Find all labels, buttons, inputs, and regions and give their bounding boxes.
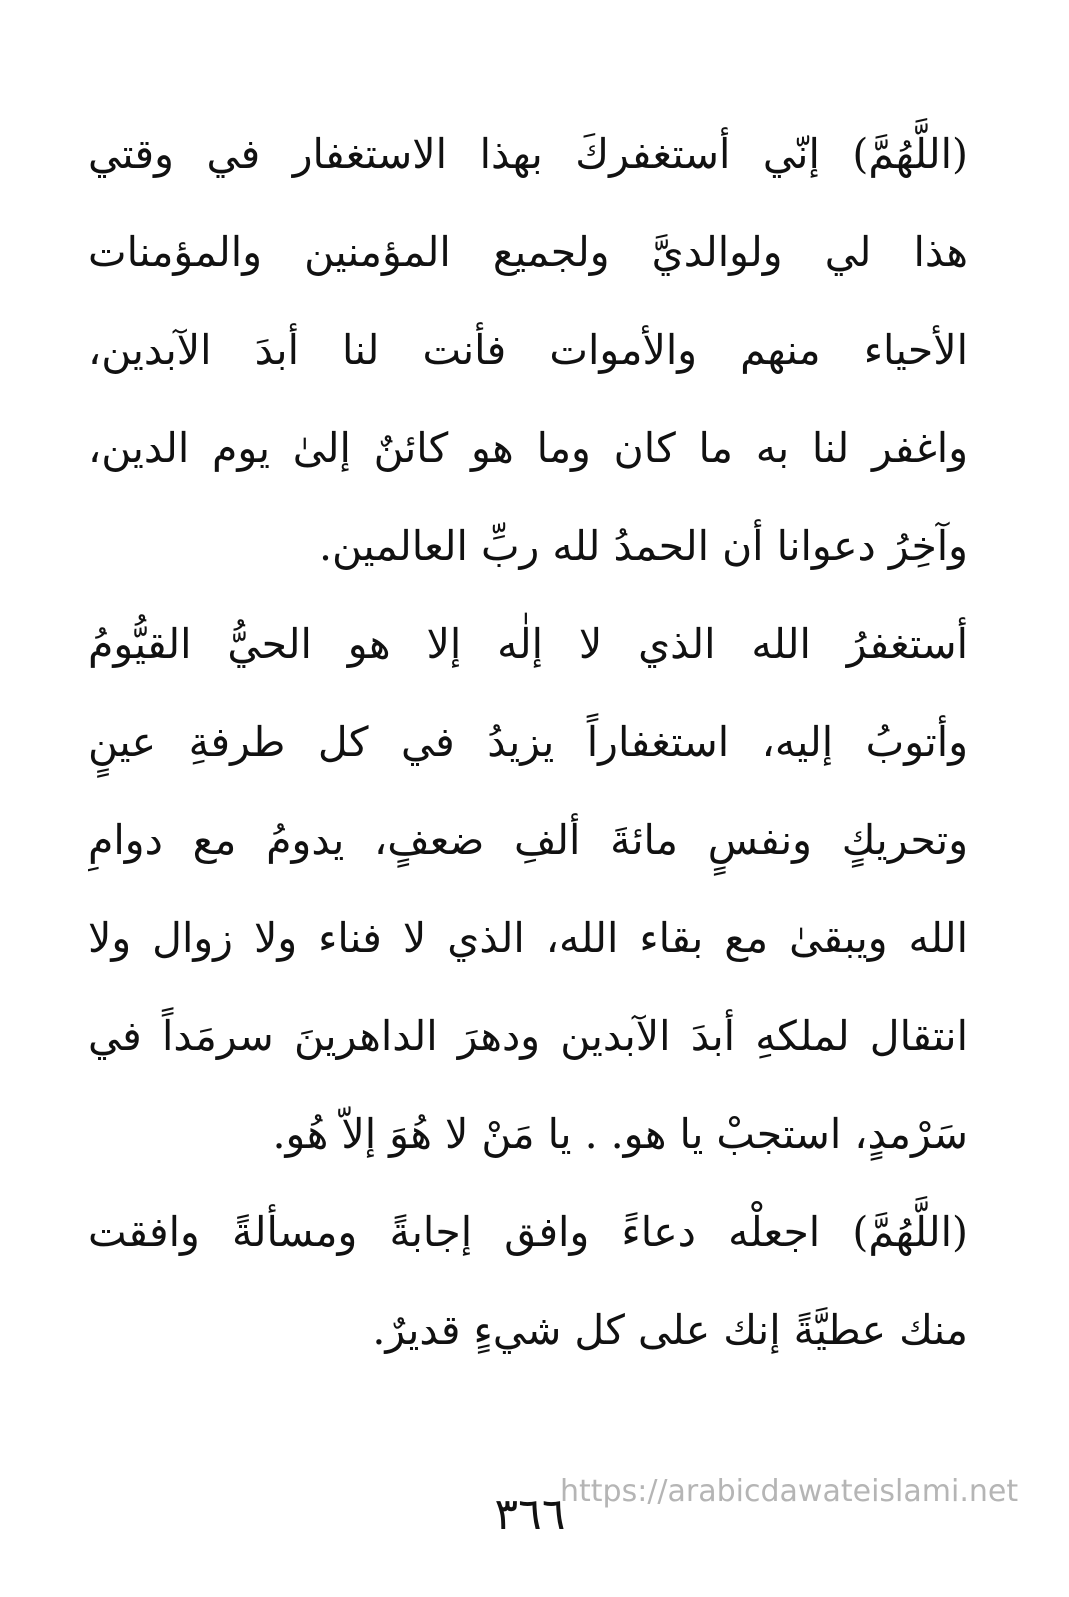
text-line: سَرْمدٍ، استجبْ يا هو. . يا مَنْ لا هُوَ إلاّ هُو.: [272, 1110, 968, 1158]
text-line: (اللَّهُمَّ) إنّي أستغفركَ بهذا الاستغفار في وقتي: [88, 130, 968, 178]
text-line: منك عطيَّةً إنك على كل شيءٍ قديرٌ.: [372, 1306, 968, 1354]
text-line: الله ويبقىٰ مع بقاء الله، الذي لا فناء ولا زوال ولا: [88, 914, 968, 962]
text-line: انتقال لملكهِ أبدَ الآبدين ودهرَ الداهرينَ سرمَداً في: [88, 1012, 968, 1060]
watermark-url: https://arabicdawateislami.net: [560, 1474, 1019, 1509]
paragraph-3: [88, 1183, 968, 1379]
text-line: واغفر لنا به ما كان وما هو كائنٌ إلىٰ يوم الدين،: [88, 424, 968, 472]
text-line: وتحريكٍ ونفسٍ مائةَ ألفِ ضعفٍ، يدومُ مع دوامِ: [88, 816, 968, 864]
text-line: الأحياء منهم والأموات فأنت لنا أبدَ الآبدين،: [88, 326, 968, 374]
text-line: وآخِرُ دعوانا أن الحمدُ لله ربِّ العالمين.: [318, 522, 968, 570]
paragraph-1: [88, 105, 968, 595]
text-line: وأتوبُ إليه، استغفاراً يزيدُ في كل طرفةِ عينٍ: [88, 718, 968, 766]
page-number: ٣٦٦: [494, 1489, 566, 1540]
text-line: هذا لي ولوالديَّ ولجميع المؤمنين والمؤمنات: [88, 228, 968, 276]
text-line: أستغفرُ الله الذي لا إلٰه إلا هو الحيُّ القيُّومُ: [88, 620, 968, 668]
paragraph-2: [88, 595, 968, 1183]
text-line: (اللَّهُمَّ) اجعلْه دعاءً وافق إجابةً ومسألةً وافقت: [88, 1208, 968, 1256]
